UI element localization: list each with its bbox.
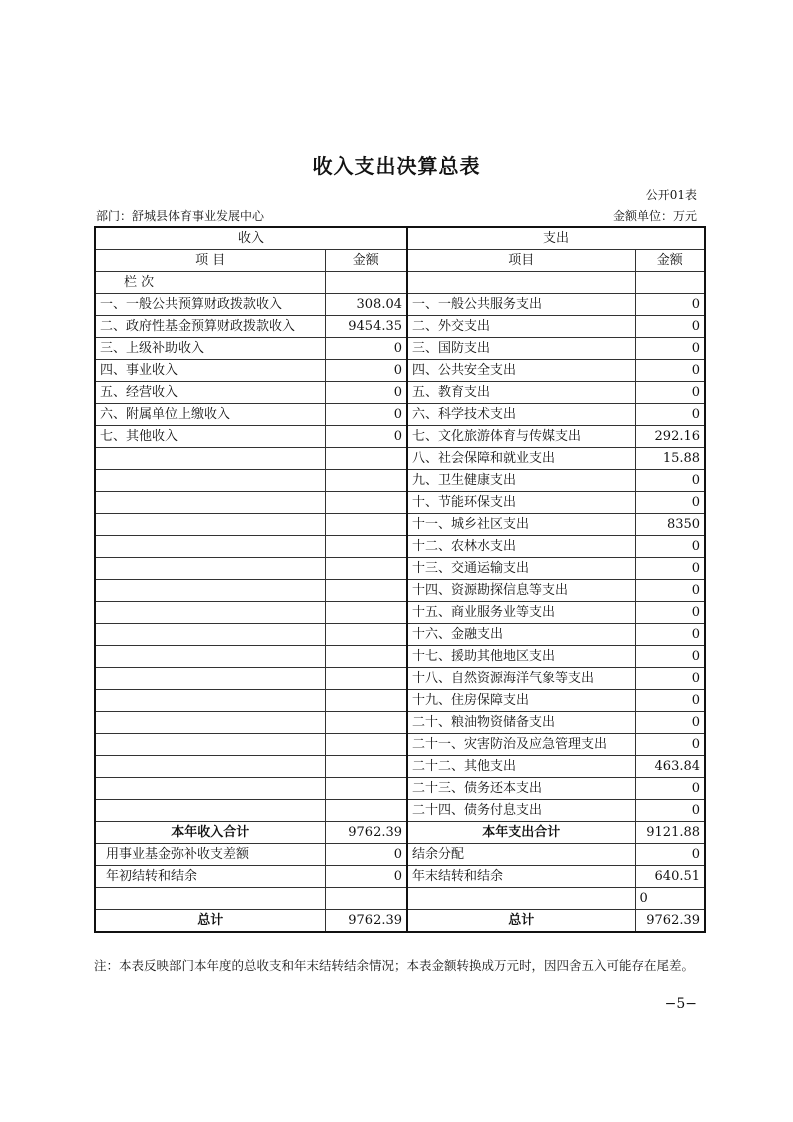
- income-amount-cell: [325, 756, 407, 778]
- expense-amount-cell: 463.84: [635, 756, 705, 778]
- table-row: [95, 690, 705, 712]
- table-note: 注：本表反映部门本年度的总收支和年末结转结余情况；本表金额转换成万元时，因四舍五入可能存在尾差。: [94, 958, 695, 973]
- expense-item-cell: 十八、自然资源海洋气象等支出: [407, 668, 635, 690]
- expense-amount-cell: 15.88: [635, 448, 705, 470]
- table-row: [95, 624, 705, 646]
- expense-grand-total-amount: 9762.39: [635, 910, 705, 933]
- table-header-row: [95, 227, 705, 250]
- expense-item-cell: 二十一、灾害防治及应急管理支出: [407, 734, 635, 756]
- expense-amount-cell: 640.51: [635, 866, 705, 888]
- table-row: [95, 800, 705, 822]
- table-row: [95, 602, 705, 624]
- income-amount-cell: 0: [325, 844, 407, 866]
- blank-row: [95, 888, 705, 910]
- income-item-cell: [95, 624, 325, 646]
- income-amount-cell: [325, 734, 407, 756]
- table-row: [95, 448, 705, 470]
- lanci-cell: [325, 272, 407, 294]
- expense-item-cell: 九、卫生健康支出: [407, 470, 635, 492]
- income-expense-table: [94, 226, 706, 933]
- page-number: −5−: [664, 996, 697, 1012]
- expense-item-cell: 四、公共安全支出: [407, 360, 635, 382]
- expense-item-cell: 十四、资源勘探信息等支出: [407, 580, 635, 602]
- lanci-label: 栏 次: [95, 272, 325, 294]
- table-row: [95, 734, 705, 756]
- expense-item-header: 项目: [407, 250, 635, 272]
- income-item-cell: 五、经营收入: [95, 382, 325, 404]
- income-amount-cell: 0: [325, 338, 407, 360]
- income-item-cell: 年初结转和结余: [95, 866, 325, 888]
- income-item-cell: 用事业基金弥补收支差额: [95, 844, 325, 866]
- income-item-cell: [95, 734, 325, 756]
- extra-row: [95, 866, 705, 888]
- expense-item-cell: 二十四、债务付息支出: [407, 800, 635, 822]
- expense-grand-total-label: 总计: [407, 910, 635, 933]
- table-row: [95, 558, 705, 580]
- lanci-cell: [407, 272, 635, 294]
- income-amount-cell: [325, 558, 407, 580]
- table-row: [95, 536, 705, 558]
- lanci-cell: [635, 272, 705, 294]
- income-amount-cell: [325, 800, 407, 822]
- table-subheader-row: [95, 250, 705, 272]
- income-item-cell: 四、事业收入: [95, 360, 325, 382]
- expense-amount-header: 金额: [635, 250, 705, 272]
- table-row: [95, 756, 705, 778]
- income-item-cell: 一、一般公共预算财政拨款收入: [95, 294, 325, 316]
- income-item-cell: 六、附属单位上缴收入: [95, 404, 325, 426]
- blank-expense-amount: 0: [635, 888, 705, 910]
- blank-cell: [325, 888, 407, 910]
- income-amount-cell: [325, 602, 407, 624]
- expense-item-cell: 十五、商业服务业等支出: [407, 602, 635, 624]
- table-row: [95, 778, 705, 800]
- expense-item-cell: 十七、援助其他地区支出: [407, 646, 635, 668]
- income-amount-cell: [325, 668, 407, 690]
- expense-amount-cell: 0: [635, 294, 705, 316]
- income-amount-cell: [325, 624, 407, 646]
- expense-total-amount: 9121.88: [635, 822, 705, 844]
- income-amount-header: 金额: [325, 250, 407, 272]
- blank-cell: [407, 888, 635, 910]
- income-amount-cell: 0: [325, 404, 407, 426]
- expense-amount-cell: 0: [635, 734, 705, 756]
- expense-amount-cell: 0: [635, 580, 705, 602]
- income-amount-cell: [325, 580, 407, 602]
- income-item-cell: [95, 470, 325, 492]
- income-item-cell: 七、其他收入: [95, 426, 325, 448]
- expense-amount-cell: 0: [635, 338, 705, 360]
- income-item-cell: [95, 668, 325, 690]
- income-amount-cell: 0: [325, 382, 407, 404]
- expense-item-cell: 三、国防支出: [407, 338, 635, 360]
- form-code: 公开01表: [645, 188, 697, 202]
- expense-amount-cell: 0: [635, 536, 705, 558]
- total-row: [95, 822, 705, 844]
- table-row: [95, 338, 705, 360]
- unit-label: 金额单位：万元: [612, 209, 697, 223]
- income-total-amount: 9762.39: [325, 822, 407, 844]
- expense-item-cell: 十一、城乡社区支出: [407, 514, 635, 536]
- income-amount-cell: [325, 470, 407, 492]
- income-amount-cell: [325, 690, 407, 712]
- income-amount-cell: [325, 514, 407, 536]
- table-row: [95, 404, 705, 426]
- expense-item-cell: 一、一般公共服务支出: [407, 294, 635, 316]
- expense-amount-cell: 0: [635, 712, 705, 734]
- income-amount-cell: 0: [325, 866, 407, 888]
- expense-amount-cell: 0: [635, 602, 705, 624]
- expense-item-cell: 十三、交通运输支出: [407, 558, 635, 580]
- income-item-cell: [95, 690, 325, 712]
- expense-amount-cell: 292.16: [635, 426, 705, 448]
- expense-amount-cell: 0: [635, 668, 705, 690]
- expense-item-cell: 七、文化旅游体育与传媒支出: [407, 426, 635, 448]
- expense-amount-cell: 0: [635, 646, 705, 668]
- expense-item-cell: 五、教育支出: [407, 382, 635, 404]
- table-row: [95, 470, 705, 492]
- expense-amount-cell: 0: [635, 844, 705, 866]
- income-total-label: 本年收入合计: [95, 822, 325, 844]
- income-amount-cell: 0: [325, 426, 407, 448]
- department-label: 部门：舒城县体育事业发展中心: [96, 209, 265, 223]
- table-row: [95, 646, 705, 668]
- extra-row: [95, 844, 705, 866]
- table-row: [95, 514, 705, 536]
- expense-amount-cell: 0: [635, 404, 705, 426]
- income-item-cell: 二、政府性基金预算财政拨款收入: [95, 316, 325, 338]
- expense-amount-cell: 0: [635, 800, 705, 822]
- income-item-cell: [95, 448, 325, 470]
- income-item-header: 项 目: [95, 250, 325, 272]
- page-title: 收入支出决算总表: [312, 154, 481, 178]
- expense-amount-cell: 0: [635, 778, 705, 800]
- table-row: [95, 316, 705, 338]
- expense-amount-cell: 0: [635, 690, 705, 712]
- income-item-cell: 三、上级补助收入: [95, 338, 325, 360]
- expense-header: 支出: [407, 227, 705, 250]
- income-item-cell: [95, 558, 325, 580]
- income-amount-cell: [325, 712, 407, 734]
- expense-amount-cell: 0: [635, 360, 705, 382]
- income-amount-cell: 0: [325, 360, 407, 382]
- expense-item-cell: 年末结转和结余: [407, 866, 635, 888]
- table-row: [95, 492, 705, 514]
- income-item-cell: [95, 514, 325, 536]
- expense-total-label: 本年支出合计: [407, 822, 635, 844]
- expense-item-cell: 八、社会保障和就业支出: [407, 448, 635, 470]
- expense-item-cell: 十二、农林水支出: [407, 536, 635, 558]
- expense-item-cell: 二十三、债务还本支出: [407, 778, 635, 800]
- income-item-cell: [95, 580, 325, 602]
- income-item-cell: [95, 536, 325, 558]
- lanci-row: [95, 272, 705, 294]
- income-item-cell: [95, 800, 325, 822]
- table-row: [95, 580, 705, 602]
- expense-amount-cell: 0: [635, 558, 705, 580]
- income-amount-cell: 9454.35: [325, 316, 407, 338]
- income-amount-cell: [325, 448, 407, 470]
- expense-item-cell: 十六、金融支出: [407, 624, 635, 646]
- expense-item-cell: 二十、粮油物资储备支出: [407, 712, 635, 734]
- expense-item-cell: 二、外交支出: [407, 316, 635, 338]
- income-amount-cell: [325, 646, 407, 668]
- income-item-cell: [95, 492, 325, 514]
- income-item-cell: [95, 778, 325, 800]
- income-amount-cell: [325, 492, 407, 514]
- income-header: 收入: [95, 227, 407, 250]
- table-row: [95, 382, 705, 404]
- expense-item-cell: 十九、住房保障支出: [407, 690, 635, 712]
- expense-item-cell: 二十二、其他支出: [407, 756, 635, 778]
- table-row: [95, 426, 705, 448]
- income-amount-cell: 308.04: [325, 294, 407, 316]
- expense-item-cell: 结余分配: [407, 844, 635, 866]
- income-item-cell: [95, 712, 325, 734]
- table-row: [95, 294, 705, 316]
- income-amount-cell: [325, 778, 407, 800]
- income-item-cell: [95, 756, 325, 778]
- income-grand-total-amount: 9762.39: [325, 910, 407, 933]
- blank-cell: [95, 888, 325, 910]
- income-item-cell: [95, 646, 325, 668]
- table-row: [95, 712, 705, 734]
- income-amount-cell: [325, 536, 407, 558]
- expense-amount-cell: 0: [635, 316, 705, 338]
- table-row: [95, 360, 705, 382]
- grand-total-row: [95, 910, 705, 933]
- table-row: [95, 668, 705, 690]
- expense-item-cell: 六、科学技术支出: [407, 404, 635, 426]
- expense-amount-cell: 8350: [635, 514, 705, 536]
- expense-amount-cell: 0: [635, 382, 705, 404]
- expense-amount-cell: 0: [635, 470, 705, 492]
- expense-amount-cell: 0: [635, 492, 705, 514]
- income-item-cell: [95, 602, 325, 624]
- income-grand-total-label: 总计: [95, 910, 325, 933]
- expense-item-cell: 十、节能环保支出: [407, 492, 635, 514]
- expense-amount-cell: 0: [635, 624, 705, 646]
